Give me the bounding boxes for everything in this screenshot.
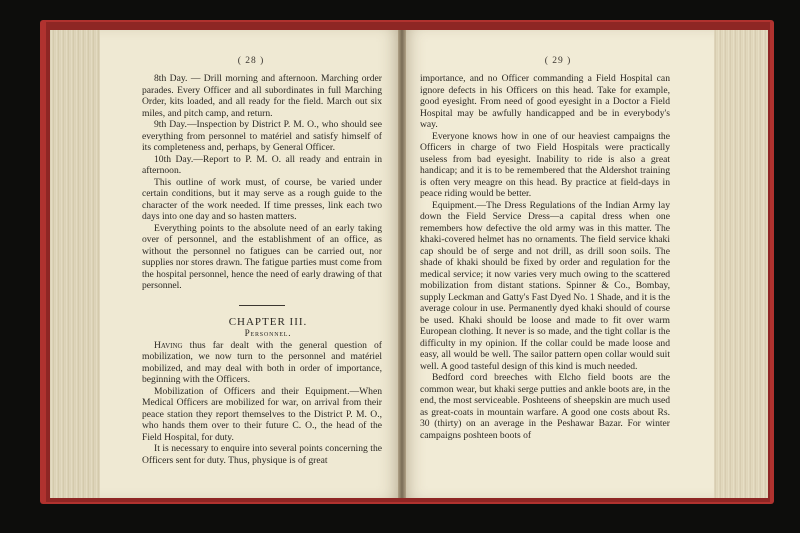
lead-word: Having [154,339,183,351]
book-gutter [398,30,406,498]
right-page [402,30,714,498]
paragraph: 10th Day.—Report to P. M. O. all ready and entrain in afternoon. [142,153,382,176]
paragraph [142,340,382,386]
page-edges-left [50,30,102,498]
paragraph: importance, and no Officer commanding a Field Hospital can ignore defects in his Officers on this head. Take for example, good eyesight. From need of good eyesight in a Doctor a Field Hospital may be awfully handicapped and be in everybody's way. [420,73,670,130]
paragraph: Bedford cord breeches with Elcho field boots are the common wear, but khaki serge putties and ankle boots are, in the end, the most serviceable. Poshteens of sheepskin are much used as great-coats in mountain warfare. A good one costs about Rs. 30 (thirty) on an average in the Peshawar Bazar. For winter campaigns poshteen boots of [420,372,670,441]
page-number: ( 28 ) [237,56,265,66]
paragraph: 8th Day. — Drill morning and afternoon. Marching order parades. Every Officer and all subordinates in full Marching Order, kits loaded, and all ready for the field. March out six miles, and pitch camp, and return. [142,73,382,119]
section-rule [239,305,285,306]
paragraph: Equipment.—The Dress Regulations of the Indian Army lay down the Field Service Dress—a capital dress when one remembers how defective the old army was in this matter. The khaki-covered helmet has no ornaments. The field service khaki cap should be of serge and not drill, as drill soon soils. The shade of khaki should be fixed by order and regulation for the medical service; it now varies very much owing to the scattered mobilization from distant stations. Spinner & Co., Bombay, supply Leckman and Gatty's Fast Dyed No. 1 Shade, and it is the average colour in use. Permanently dyed khaki should of course be used. Khaki should be loose and made to fit over warm European clothing. It never is so made, and the tight collar is the difficulty in my opinion. If the collar could be made loose and easy, all would be well. The sailor pattern open collar would suit well. A good tasteful design of this kind is much needed. [420,199,670,372]
chapter-subtitle: Personnel. [244,328,292,338]
page-edges-right [712,30,768,498]
left-page [100,30,402,498]
right-text-block [420,73,670,441]
paragraph: This outline of work must, of course, be varied under certain conditions, but it may serve as a rough guide to the character of the work needed. If time presses, link each two days into one day and so hasten matters. [142,176,382,222]
paragraph: It is necessary to enquire into several points concerning the Officers sent for duty. Thus, physique is of great [142,443,382,466]
paragraph: Everyone knows how in one of our heaviest campaigns the Officers in charge of two Field Hospitals were practically useless from bad eyesight. Inability to ride is also a great handicap; and it is to be remembered that the Aldershot training is often very meagre on this head. By practice at field-days in peace riding would be better. [420,130,670,199]
page-number: ( 29 ) [544,56,572,66]
paragraph-text: thus far dealt with the general question of mobilization, we now turn to the personnel and matériel mobilized, and may deal with both in order of importance, beginning with the Officers. [142,339,382,385]
paragraph: Mobilization of Officers and their Equipment.—When Medical Officers are mobilized for war, on arrival from their peace station they report themselves to the District P. M. O., who hands them over to their future C. O., the head of the Field Hospital, for duty. [142,385,382,443]
left-text-block [142,73,382,466]
chapter-title: CHAPTER III. [228,315,308,328]
paragraph: 9th Day.—Inspection by District P. M. O., who should see everything from personnel to matériel and satisfy himself of its completeness and, perhaps, by General Officer. [142,119,382,153]
paragraph: Everything points to the absolute need of an early taking over of personnel, and the establishment of an office, as without the personnel no fatigues can be carried out, nor supplies nor stores drawn. The fatigue parties must come from the hospital personnel, hence the need of early drawing of that personnel. [142,222,382,291]
